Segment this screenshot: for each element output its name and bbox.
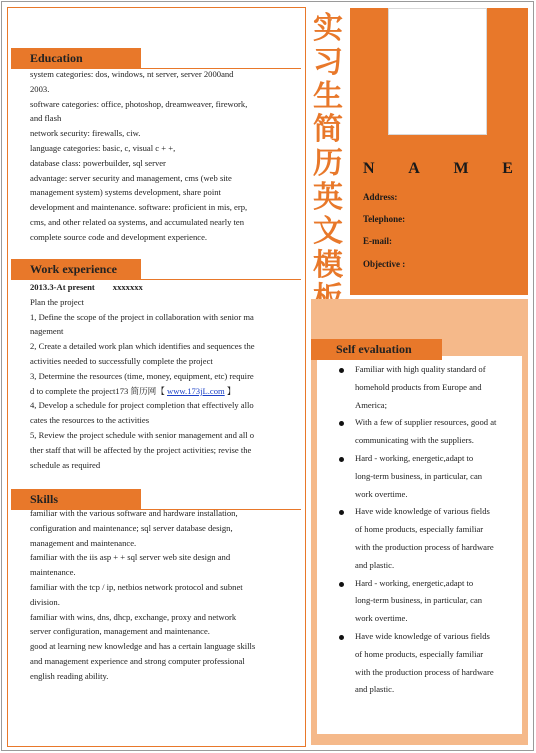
text-line: complete source code and development experience. bbox=[30, 231, 208, 242]
work-heading: Work experience bbox=[11, 259, 141, 280]
skills-text bbox=[30, 506, 292, 684]
text-line: schedule as required bbox=[30, 459, 101, 470]
text-line: familiar with the iis asp + + sql server web site design and bbox=[30, 552, 231, 563]
text-line: familiar with the tcp / ip, netbios network protocol and subnet bbox=[30, 581, 243, 592]
text-line: 2003. bbox=[30, 83, 50, 94]
education-heading: Education bbox=[11, 48, 141, 69]
text-line: configuration and maintenance; sql server database design, bbox=[30, 522, 233, 533]
self-evaluation-line: long-term business, in particular, can bbox=[355, 470, 483, 481]
self-evaluation-heading: Self evaluation bbox=[311, 339, 442, 360]
self-evaluation-item bbox=[317, 628, 522, 699]
title-char: 文 bbox=[313, 213, 343, 249]
self-evaluation-item bbox=[317, 450, 522, 503]
text-line: good at learning new knowledge and has a certain language skills bbox=[30, 641, 256, 652]
text-line: server configuration, management and maintenance. bbox=[30, 626, 210, 637]
skills-heading: Skills bbox=[11, 489, 141, 510]
name-letter: M bbox=[453, 160, 469, 177]
website-link[interactable]: www.173jL.com bbox=[167, 385, 225, 396]
text-line: ther staff that will be affected by the project activities; revise the bbox=[30, 444, 252, 455]
work-text bbox=[30, 280, 292, 472]
bullet-icon bbox=[339, 635, 344, 640]
self-evaluation-item bbox=[317, 503, 522, 574]
text-line: development and maintenance. software: proficient in mis, erp, bbox=[30, 202, 248, 213]
text-line: database class: powerbuilder, sql server bbox=[30, 157, 166, 168]
self-evaluation-line: Familiar with high quality standard of bbox=[355, 364, 486, 374]
bullet-icon bbox=[339, 510, 344, 515]
bullet-icon bbox=[339, 457, 344, 462]
self-evaluation-list bbox=[317, 361, 522, 699]
text-line: familiar with wins, dns, dhcp, exchange, proxy and network bbox=[30, 611, 237, 622]
telephone-label: Telephone: bbox=[363, 214, 406, 224]
title-char: 历 bbox=[313, 146, 343, 182]
text-line: 4, Develop a schedule for project completion that effectively allo bbox=[30, 400, 254, 411]
text-line: 1, Define the scope of the project in collaboration with senior ma bbox=[30, 311, 254, 322]
text-line: system categories: dos, windows, nt server, server 2000and bbox=[30, 69, 234, 79]
self-evaluation-line: long-term business, in particular, can bbox=[355, 595, 483, 606]
self-evaluation-line: Have wide knowledge of various fields bbox=[355, 506, 490, 517]
self-evaluation-item bbox=[317, 361, 522, 414]
email-label: E-mail: bbox=[363, 236, 392, 246]
profile-block bbox=[350, 8, 528, 295]
self-evaluation-line: with the production process of hardware bbox=[355, 666, 494, 677]
bullet-icon bbox=[339, 368, 344, 373]
text-line: network security: firewalls, ciw. bbox=[30, 128, 141, 139]
name-heading bbox=[363, 160, 513, 178]
text-line: software categories: office, photoshop, dreamweaver, firework, bbox=[30, 98, 248, 109]
text-line: 2, Create a detailed work plan which identifies and sequences the bbox=[30, 341, 255, 352]
bullet-icon bbox=[339, 582, 344, 587]
text-line: cms, and other related oa systems, and accumulated nearly ten bbox=[30, 216, 245, 227]
name-letter: A bbox=[408, 160, 420, 177]
self-evaluation-block bbox=[311, 299, 528, 745]
self-evaluation-item bbox=[317, 575, 522, 628]
work-lines bbox=[30, 295, 292, 473]
text-line: management system) systems development, share point bbox=[30, 187, 221, 198]
text-line: maintenance. bbox=[30, 567, 76, 578]
text-line: advantage: server security and management, cms (web site bbox=[30, 172, 232, 183]
work-company: xxxxxxx bbox=[112, 282, 143, 292]
text-line: language categories: basic, c, visual c + +, bbox=[30, 142, 176, 153]
education-text bbox=[30, 67, 292, 245]
text-line: division. bbox=[30, 596, 60, 607]
title-char: 习 bbox=[313, 44, 343, 80]
text-line: 5, Review the project schedule with senior management and all o bbox=[30, 429, 255, 440]
text-line: nagement bbox=[30, 326, 64, 337]
self-evaluation-panel bbox=[317, 356, 522, 734]
address-label: Address: bbox=[363, 192, 398, 202]
self-evaluation-line: of home products, especially familiar bbox=[355, 524, 484, 535]
title-char: 实 bbox=[313, 11, 343, 46]
self-evaluation-line: and plastic. bbox=[355, 684, 395, 695]
text-line: 3, Determine the resources (time, money, equipment, etc) require bbox=[30, 370, 254, 381]
text-line: and flash bbox=[30, 113, 62, 124]
vertical-title bbox=[309, 12, 347, 316]
title-char: 简 bbox=[313, 112, 343, 148]
title-char: 英 bbox=[313, 179, 343, 215]
self-evaluation-line: homehold products from Europe and bbox=[355, 381, 482, 392]
self-evaluation-line: With a few of supplier resources, good at bbox=[355, 417, 497, 428]
photo-placeholder[interactable] bbox=[388, 8, 487, 135]
self-evaluation-line: work overtime. bbox=[355, 613, 408, 624]
title-char: 模 bbox=[313, 247, 343, 283]
text-line: english reading ability. bbox=[30, 670, 109, 681]
self-evaluation-line: Hard - working, energetic,adapt to bbox=[355, 452, 474, 463]
work-date: 2013.3-At present bbox=[30, 282, 95, 292]
self-evaluation-line: America; bbox=[355, 399, 387, 410]
text-line: activities needed to successfully complete the project bbox=[30, 355, 213, 366]
text-line: familiar with the various software and hardware installation, bbox=[30, 508, 238, 518]
name-letter: N bbox=[363, 160, 375, 177]
self-evaluation-line: communicating with the suppliers. bbox=[355, 435, 474, 446]
name-letter: E bbox=[502, 160, 513, 177]
text-line: cates the resources to the activities bbox=[30, 415, 150, 426]
text-line: management and maintenance. bbox=[30, 537, 137, 548]
self-evaluation-line: Hard - working, energetic,adapt to bbox=[355, 577, 474, 588]
text-line: d to complete the project173 简历网【 www.173jL.com 】 bbox=[30, 385, 236, 396]
self-evaluation-item bbox=[317, 414, 522, 450]
self-evaluation-line: with the production process of hardware bbox=[355, 541, 494, 552]
objective-label: Objective : bbox=[363, 259, 406, 269]
self-evaluation-line: work overtime. bbox=[355, 488, 408, 499]
bullet-icon bbox=[339, 421, 344, 426]
self-evaluation-line: of home products, especially familiar bbox=[355, 648, 484, 659]
text-line: Plan the project bbox=[30, 296, 84, 307]
text-line: and management experience and strong computer professional bbox=[30, 655, 245, 666]
self-evaluation-line: Have wide knowledge of various fields bbox=[355, 630, 490, 641]
title-char: 生 bbox=[313, 78, 343, 114]
self-evaluation-line: and plastic. bbox=[355, 559, 395, 570]
work-date-line bbox=[30, 280, 292, 295]
